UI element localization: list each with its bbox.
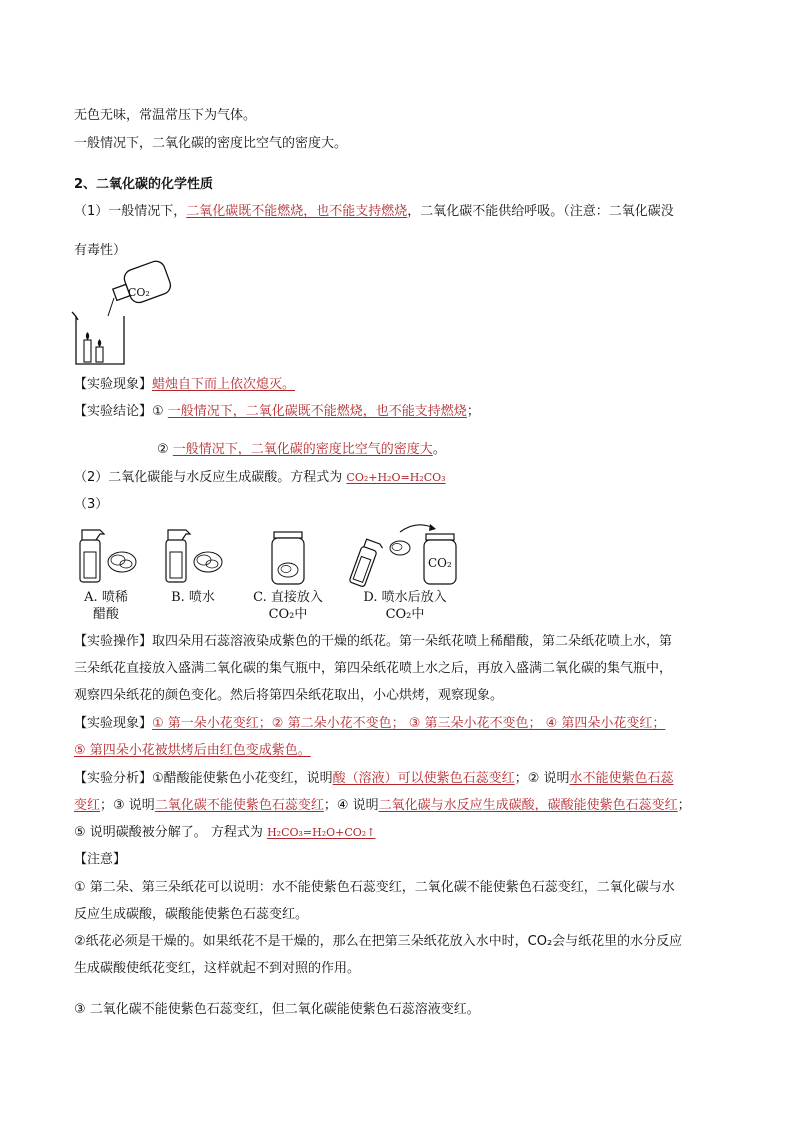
paragraph-line: 三朵纸花直接放入盛满二氧化碳的集气瓶中，第四朵纸花喷上水之后，再放入盛满二氧化碳的集气瓶中， <box>74 661 673 676</box>
caption-line: 醋酸 <box>92 607 119 622</box>
note-line: ③ 二氧化碳不能使紫色石蕊变红，但二氧化碳能使紫色石蕊溶液变红。 <box>74 1002 480 1017</box>
caption-c <box>238 589 338 623</box>
label: 【实验现象】 <box>74 716 153 731</box>
answer-text: ⑤ 第四朵小花被烘烤后由红色变成紫色。 <box>74 743 311 758</box>
paragraph-line <box>74 797 691 815</box>
text: ①醋酸能使紫色小花变红，说明 <box>152 771 333 786</box>
note-line: ① 第二朵、第三朵纸花可以说明：水不能使紫色石蕊变红，二氧化碳不能使紫色石蕊变红，二氧化碳与水 <box>74 880 675 895</box>
caption-d <box>346 589 464 623</box>
note-line: ②纸花必须是干燥的。如果纸花不是干燥的，那么在把第三朵纸花放入水中时，CO₂会与纸花里的水分反应 <box>74 934 683 949</box>
text: ； <box>677 798 691 813</box>
section-heading: 2、二氧化碳的化学性质 <box>74 177 214 192</box>
paragraph-line <box>74 469 446 487</box>
text: ；② 说明 <box>514 771 570 786</box>
caption-line: CO₂中 <box>268 607 308 622</box>
text: ，二氧化碳不能供给呼吸。（注意：二氧化碳没 <box>407 204 674 219</box>
answer-equation: H₂CO₃=H₂O+CO₂↑ <box>267 826 376 839</box>
spray-bottle-a <box>80 530 104 582</box>
text: 。 <box>432 442 446 457</box>
label: 【实验结论】① <box>74 404 168 419</box>
label: 【实验操作】 <box>74 634 153 649</box>
text: （1）一般情况下， <box>74 204 187 219</box>
paragraph-line <box>74 770 674 788</box>
answer-text: 变红 <box>74 798 101 813</box>
jar-label: CO₂ <box>428 556 452 570</box>
paragraph-line: （3） <box>74 497 109 512</box>
paragraph-line: 有毒性） <box>74 243 127 258</box>
spray-bottle-b <box>166 530 190 582</box>
text: ；③ 说明 <box>100 798 155 813</box>
spray-bottle-d <box>349 538 384 588</box>
answer-text: 一般情况下，二氧化碳的密度比空气的密度大 <box>172 442 433 457</box>
paragraph-line <box>74 824 375 842</box>
caption-line: CO₂中 <box>385 607 425 622</box>
answer-text: ① 第一朵小花变红；② 第二朵小花不变色； ③ 第三朵小花不变色； ④ 第四朵小花变红； <box>152 716 666 731</box>
paragraph-line <box>74 203 674 221</box>
text: ② <box>157 442 173 457</box>
flower-b <box>194 552 222 572</box>
caption-a <box>70 589 142 623</box>
answer-text: 一般情况下，二氧化碳既不能燃烧，也不能支持燃烧 <box>167 404 467 419</box>
paragraph-line: 观察四朵纸花的颜色变化。然后将第四朵纸花取出，小心烘烤，观察现象。 <box>74 688 504 703</box>
answer-text: 水不能使紫色石蕊 <box>569 771 674 786</box>
answer-text: 二氧化碳既不能燃烧，也不能支持燃烧 <box>186 204 408 219</box>
answer-text: 二氧化碳不能使紫色石蕊变红 <box>154 798 324 813</box>
caption-line: A. 喷稀 <box>84 590 128 605</box>
paragraph-line <box>74 715 665 733</box>
bottle-label: CO₂ <box>128 286 150 299</box>
paragraph-line <box>74 742 311 760</box>
caption-line: C. 直接放入 <box>253 590 323 605</box>
text-line: 一般情况下，二氧化碳的密度比空气的密度大。 <box>74 136 348 151</box>
note-line: 生成碳酸使纸花变红，这样就起不到对照的作用。 <box>74 961 361 976</box>
paragraph-line <box>74 376 295 394</box>
paragraph-line <box>74 403 480 421</box>
paper-flower-figure <box>74 518 474 590</box>
gas-jar-d <box>424 534 456 584</box>
arrow-icon <box>400 525 434 532</box>
text: ；④ 说明 <box>323 798 379 813</box>
caption-line: D. 喷水后放入 <box>363 590 447 605</box>
answer-text: 二氧化碳与水反应生成碳酸，碳酸能使紫色石蕊变红 <box>378 798 678 813</box>
paragraph-line <box>74 633 672 651</box>
text: ； <box>466 404 480 419</box>
text-line: 无色无味，常温常压下为气体。 <box>74 108 257 123</box>
answer-text: 酸（溶液）可以使紫色石蕊变红 <box>332 771 515 786</box>
note-line: 反应生成碳酸，碳酸能使紫色石蕊变红。 <box>74 907 309 922</box>
note-heading: 【注意】 <box>74 852 127 867</box>
paragraph-line <box>157 441 446 459</box>
flower-d <box>390 541 410 555</box>
text: （2）二氧化碳能与水反应生成碳酸。方程式为 <box>74 470 347 485</box>
candle-beaker-figure <box>66 260 176 370</box>
label: 【实验分析】 <box>74 771 153 786</box>
text: ⑤ 说明碳酸被分解了。 方程式为 <box>74 825 268 840</box>
text: 取四朵用石蕊溶液染成紫色的干燥的纸花。第一朵纸花喷上稀醋酸，第二朵纸花喷上水，第 <box>152 634 673 649</box>
caption-line: B. 喷水 <box>171 590 215 605</box>
caption-b <box>158 589 228 606</box>
answer-text: 蜡烛自下而上依次熄灭。 <box>152 377 296 392</box>
gas-jar-c <box>272 532 304 584</box>
flower-a <box>108 552 136 572</box>
label: 【实验现象】 <box>74 377 153 392</box>
answer-equation: CO₂+H₂O=H₂CO₃ <box>346 471 446 484</box>
